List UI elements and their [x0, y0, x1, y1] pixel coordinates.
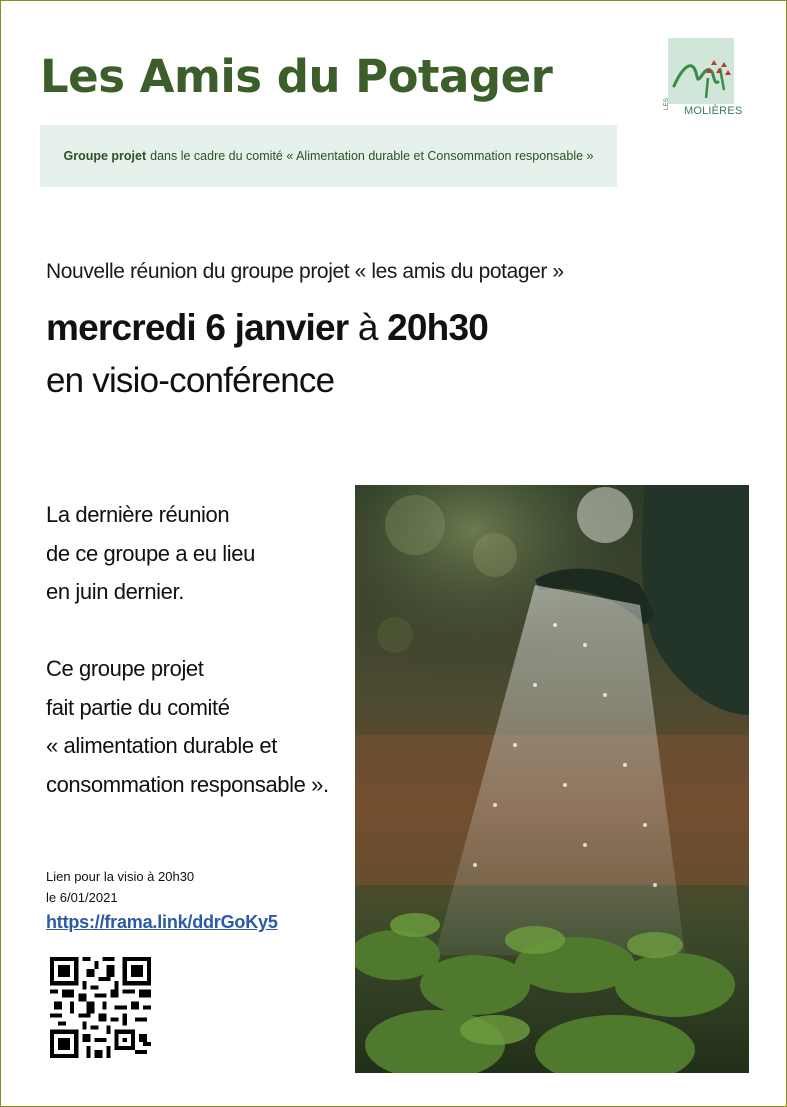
link-label [46, 866, 194, 908]
visio-link[interactable]: https://frama.link/ddrGoKy5 [46, 912, 278, 932]
meeting-connector: à [357, 307, 378, 348]
paragraph-line: consommation responsable ». [46, 771, 329, 797]
logo-mark-icon [668, 38, 734, 104]
paragraph-line: « alimentation durable et [46, 733, 277, 758]
paragraph-line: La dernière réunion [46, 502, 230, 527]
logo-wordmark [664, 98, 743, 117]
watering-can-garden-photo [355, 485, 749, 1073]
paragraph-line: en juin dernier. [46, 579, 184, 604]
paragraph-committee [46, 650, 329, 804]
meeting-format: en visio-conférence [46, 361, 335, 400]
meeting-date [46, 307, 488, 349]
banner-bold: Groupe projet [63, 149, 147, 163]
meeting-day: mercredi 6 janvier [46, 307, 349, 348]
logo-background [668, 38, 734, 104]
meeting-time: 20h30 [387, 307, 489, 348]
link-label-line: le 6/01/2021 [46, 890, 118, 905]
link-label-line: Lien pour la visio à 20h30 [46, 869, 195, 884]
paragraph-line: fait partie du comité [46, 694, 230, 720]
logo-name: MOLIÈRES [683, 105, 743, 117]
meeting-intro: Nouvelle réunion du groupe projet « les amis du potager » [46, 260, 564, 283]
page-title: Les Amis du Potager [40, 50, 553, 103]
paragraph-line: Ce groupe projet [46, 656, 204, 681]
qr-code-icon[interactable] [50, 957, 151, 1058]
paragraph-last-meeting [46, 496, 255, 612]
molieres-logo-icon [662, 38, 743, 123]
logo-les: LES [664, 98, 670, 110]
banner-text: dans le cadre du comité « Alimentation durable et Consommation responsable » [150, 149, 594, 163]
paragraph-line: de ce groupe a eu lieu [46, 540, 255, 566]
committee-banner [40, 125, 617, 187]
